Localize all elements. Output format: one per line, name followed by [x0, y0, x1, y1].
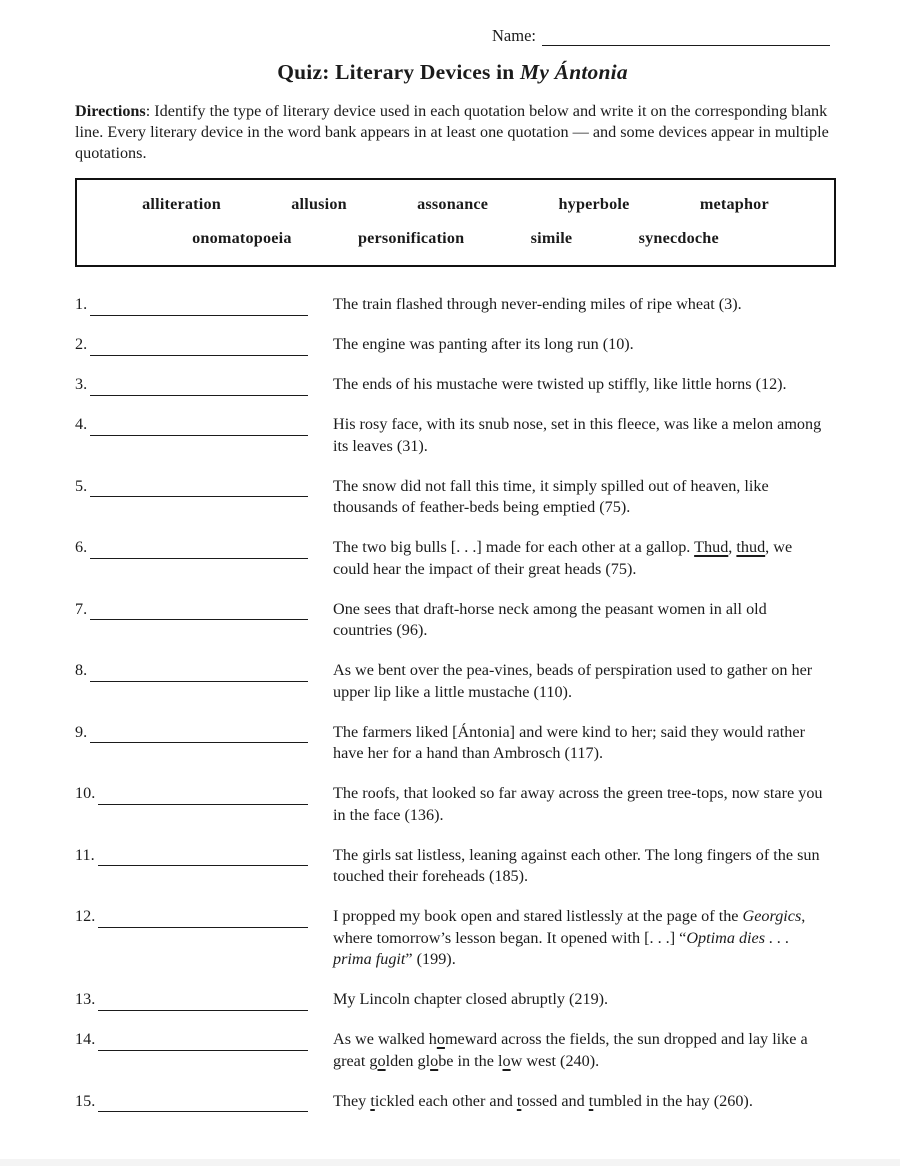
question-quote-text — [333, 722, 830, 765]
word-bank-term: allusion — [291, 195, 347, 213]
word-bank-term: personification — [357, 229, 465, 247]
quote-segment: His rosy face, with its snub nose, set in this fleece, was like a melon among its leaves (31). — [333, 415, 822, 455]
question-number: 4. — [75, 415, 88, 433]
question-left-column — [75, 334, 308, 356]
word-bank-row-1 — [107, 195, 804, 214]
word-bank-term: onomatopoeia — [192, 229, 292, 247]
quote-segment-italic: Optima dies . . . prima fugit — [333, 928, 790, 968]
quote-segment: meward across the fields, the sun dropped and lay like a great g — [333, 1030, 808, 1070]
answer-blank-line[interactable] — [90, 417, 308, 435]
quote-segment-underline: t — [370, 1091, 375, 1110]
quote-segment-underline: t — [516, 1091, 522, 1110]
answer-blank-line[interactable] — [98, 1032, 308, 1050]
question-left-column — [75, 906, 308, 928]
quote-segment: lden gl — [385, 1051, 431, 1070]
quote-segment-underline: o — [377, 1051, 386, 1070]
question-row — [75, 476, 830, 519]
question-quote-text — [333, 476, 830, 519]
quote-segment: The snow did not fall this time, it simply spilled out of heaven, like thousands of feather-beds being emptied (75). — [333, 476, 769, 516]
name-blank-line[interactable] — [542, 27, 830, 46]
question-left-column — [75, 374, 308, 396]
quote-segment: The train flashed through never-ending miles of ripe wheat (3). — [333, 295, 742, 313]
question-left-column — [75, 476, 308, 498]
question-row — [75, 1029, 830, 1072]
word-bank-term: hyperbole — [558, 195, 630, 213]
question-quote-text — [333, 783, 830, 826]
question-quote-text — [333, 537, 830, 580]
question-number: 3. — [75, 375, 88, 393]
question-number: 10. — [75, 784, 96, 802]
directions-label: Directions — [75, 102, 146, 120]
quote-segment: be in the l — [438, 1051, 503, 1070]
question-left-column — [75, 845, 308, 867]
quote-segment: The two big bulls [. . .] made for each other at a gallop. — [333, 538, 695, 556]
question-row — [75, 374, 830, 396]
question-left-column — [75, 537, 308, 559]
quote-segment-underline: t — [588, 1091, 594, 1110]
answer-blank-line[interactable] — [90, 377, 308, 395]
question-number: 6. — [75, 538, 88, 556]
question-left-column — [75, 294, 308, 316]
question-quote-text — [333, 294, 830, 316]
quote-segment: One sees that draft-horse neck among the peasant women in all old countries (96). — [333, 599, 767, 639]
answer-blank-line[interactable] — [90, 479, 308, 497]
name-row — [75, 26, 830, 46]
quote-segment: , we could hear the impact of their great heads (75). — [333, 538, 793, 578]
question-row — [75, 334, 830, 356]
answer-blank-line[interactable] — [98, 1094, 308, 1112]
quote-segment: umbled in the hay (260). — [593, 1091, 753, 1110]
quote-segment: I propped my book open and stared listlessly at the page of the — [333, 907, 743, 925]
question-row — [75, 414, 830, 457]
question-number: 12. — [75, 907, 96, 925]
question-row — [75, 783, 830, 826]
question-row — [75, 906, 830, 971]
answer-blank-line[interactable] — [90, 663, 308, 681]
question-number: 15. — [75, 1091, 96, 1110]
question-quote-text — [333, 334, 830, 356]
question-quote-text — [333, 1091, 830, 1113]
quote-segment: ickled each other and — [374, 1091, 517, 1110]
answer-blank-line[interactable] — [90, 337, 308, 355]
question-left-column — [75, 599, 308, 621]
question-row — [75, 599, 830, 642]
quote-segment: The ends of his mustache were twisted up stiffly, like little horns (12). — [333, 375, 787, 393]
question-row — [75, 660, 830, 703]
question-quote-text — [333, 374, 830, 396]
answer-blank-line[interactable] — [90, 540, 308, 558]
question-quote-text — [333, 989, 830, 1011]
question-number: 5. — [75, 476, 88, 495]
question-number: 13. — [75, 990, 96, 1008]
question-quote-text — [333, 906, 830, 971]
question-number: 9. — [75, 722, 88, 741]
question-number: 7. — [75, 599, 88, 618]
question-row — [75, 989, 830, 1011]
quote-segment: They — [333, 1091, 371, 1110]
answer-blank-line[interactable] — [98, 909, 308, 927]
quote-segment-italic: Georgics — [742, 907, 802, 925]
questions-list — [75, 294, 830, 1112]
quote-segment: ossed and — [521, 1091, 589, 1110]
word-bank-term: synecdoche — [638, 229, 719, 247]
question-row — [75, 1091, 830, 1113]
word-bank-term: simile — [530, 229, 573, 247]
question-row — [75, 722, 830, 765]
page-bottom-edge — [0, 1159, 900, 1166]
answer-blank-line[interactable] — [98, 992, 308, 1010]
answer-blank-line[interactable] — [98, 786, 308, 804]
quote-segment: My Lincoln chapter closed abruptly (219). — [333, 990, 609, 1008]
question-left-column — [75, 722, 308, 744]
question-quote-text — [333, 599, 830, 642]
quote-segment: The farmers liked [Ántonia] and were kind to her; said they would rather have her for a hand than Ambrosch (117). — [333, 722, 805, 762]
question-number: 14. — [75, 1030, 96, 1048]
word-bank-row-2 — [107, 229, 804, 248]
directions-paragraph — [75, 101, 832, 164]
question-number: 2. — [75, 335, 88, 353]
quote-segment: The engine was panting after its long run (10). — [333, 335, 634, 353]
question-number: 1. — [75, 295, 88, 313]
question-left-column — [75, 1029, 308, 1051]
word-bank-term: assonance — [417, 195, 489, 213]
answer-blank-line[interactable] — [90, 602, 308, 620]
answer-blank-line[interactable] — [90, 725, 308, 743]
quote-segment: The girls sat listless, leaning against each other. The long fingers of the sun touched their foreheads (185). — [333, 845, 820, 885]
quote-segment: The roofs, that looked so far away across the green tree-tops, now stare you in the face (136). — [333, 784, 823, 824]
quote-segment-underline: o — [430, 1051, 439, 1070]
word-bank-term: metaphor — [699, 195, 769, 213]
question-row — [75, 294, 830, 316]
quote-segment-underline: thud — [736, 538, 766, 556]
question-quote-text — [333, 660, 830, 703]
word-bank-box — [75, 178, 836, 267]
question-left-column — [75, 660, 308, 682]
quiz-title — [75, 60, 830, 85]
question-row — [75, 537, 830, 580]
quote-segment-underline: o — [436, 1030, 445, 1048]
quote-segment: , — [728, 538, 737, 556]
question-left-column — [75, 414, 308, 436]
question-left-column — [75, 1091, 308, 1113]
quote-segment-underline: o — [502, 1051, 511, 1070]
quote-segment: w west (240). — [510, 1051, 600, 1070]
question-left-column — [75, 989, 308, 1011]
quiz-title-book: My Ántonia — [520, 60, 628, 84]
quiz-title-prefix: Quiz: Literary Devices in — [277, 60, 521, 84]
question-number: 8. — [75, 661, 88, 679]
word-bank-term: alliteration — [142, 195, 221, 213]
name-label: Name: — [492, 26, 536, 45]
directions-text: : Identify the type of literary device used in each quotation below and write it on the corresponding blank line. Every literary device in the word bank appears in at least one quotation — and some devices appear in multiple quotations. — [75, 102, 829, 162]
quote-segment: As we walked h — [333, 1030, 437, 1048]
quote-segment: As we bent over the pea-vines, beads of perspiration used to gather on her upper lip like a little mustache (110). — [333, 661, 813, 701]
question-row — [75, 845, 830, 888]
question-quote-text — [333, 845, 830, 888]
question-quote-text — [333, 1029, 830, 1072]
question-number: 11. — [75, 845, 95, 864]
answer-blank-line[interactable] — [90, 297, 308, 315]
question-left-column — [75, 783, 308, 805]
quote-segment: ” (199). — [405, 950, 456, 968]
quote-segment: , where tomorrow’s lesson began. It opened with [. . .] “ — [333, 907, 806, 947]
answer-blank-line[interactable] — [98, 848, 308, 866]
question-quote-text — [333, 414, 830, 457]
quote-segment-underline: Thud — [694, 538, 729, 556]
